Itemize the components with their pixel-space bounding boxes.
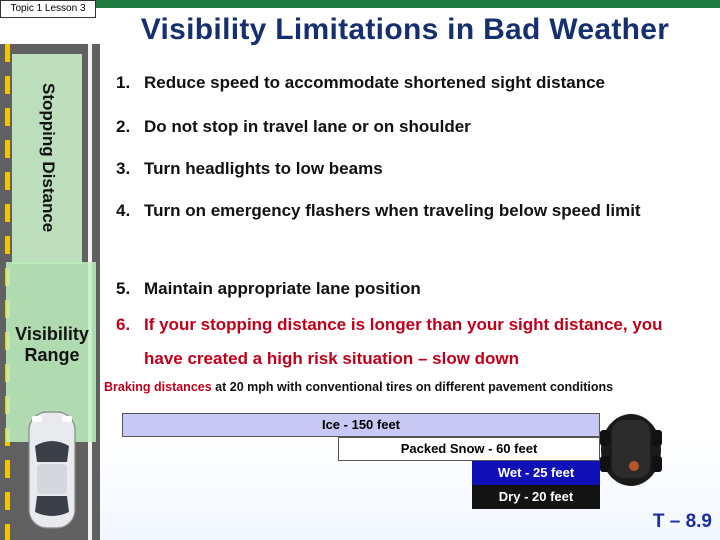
header-bar [96, 0, 720, 8]
visibility-range-label [4, 324, 100, 366]
safety-steps-list [116, 66, 696, 372]
list-item [116, 66, 696, 110]
list-item-number: 5. [116, 279, 131, 298]
list-item-number: 6. [116, 315, 131, 334]
braking-heading-rest: at 20 mph with conventional tires on different pavement conditions [211, 380, 614, 394]
list-item-text: Maintain appropriate lane position [144, 279, 421, 298]
ice-braking-bar: Ice - 150 feet [122, 413, 600, 437]
list-item-number: 2. [116, 117, 131, 136]
list-item-text: Turn on emergency flashers when traveling below speed limit [144, 201, 641, 220]
list-item-number: 4. [116, 201, 131, 220]
visibility-label-line2: Range [24, 345, 80, 365]
list-item [116, 272, 696, 308]
visibility-label-line1: Visibility [15, 324, 89, 344]
topic-label: Topic 1 Lesson 3 [0, 0, 96, 18]
list-item [116, 110, 696, 152]
list-item-number: 1. [116, 73, 131, 92]
list-item-number: 3. [116, 159, 131, 178]
list-item-text: Reduce speed to accommodate shortened sight distance [144, 73, 606, 92]
list-item [116, 308, 696, 372]
slide-title: Visibility Limitations in Bad Weather [140, 13, 670, 46]
stopping-distance-label: Stopping Distance [39, 83, 58, 233]
list-item-text: Do not stop in travel lane or on shoulder [144, 117, 471, 136]
list-item [116, 194, 696, 272]
list-item-text: If your stopping distance is longer than your sight distance, you have created a high risk situation – slow down [144, 315, 663, 368]
packed-snow-braking-bar: Packed Snow - 60 feet [338, 437, 600, 461]
stopped-car-icon [596, 408, 666, 490]
list-item-text: Turn headlights to low beams [144, 159, 383, 178]
braking-distances-heading [104, 380, 716, 394]
slide-number: T – 8.9 [652, 511, 712, 532]
braking-heading-prefix: Braking distances [104, 380, 212, 394]
car-icon [26, 410, 78, 530]
dry-braking-bar: Dry - 20 feet [472, 485, 600, 509]
list-item [116, 152, 696, 194]
wet-braking-bar: Wet - 25 feet [472, 461, 600, 485]
